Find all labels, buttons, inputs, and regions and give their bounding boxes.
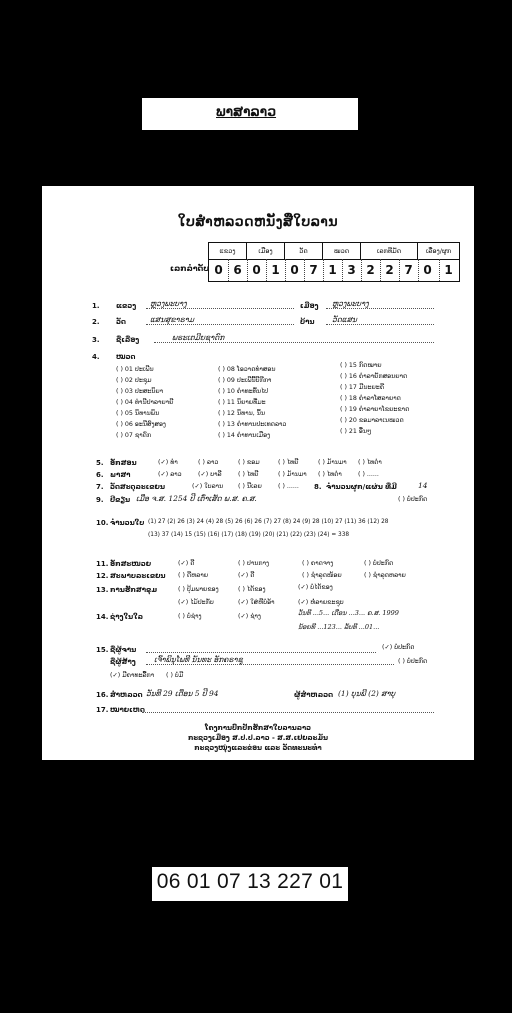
- code-digit: 1: [271, 263, 280, 277]
- code-header-temple: ວັດ: [285, 243, 323, 259]
- category-option[interactable]: ( ) 06 ອະນີສົງສອງ: [116, 421, 166, 428]
- script-option[interactable]: ( ) ມ້ານມາ: [318, 459, 347, 466]
- category-option[interactable]: ( ) 08 ໂອວາດທຳສອນ: [218, 366, 276, 373]
- script-option[interactable]: ( ) ໄທຍີ: [278, 459, 299, 466]
- preservation-option[interactable]: ( ) ປຸ້ມພາຍຂອງ: [178, 586, 219, 593]
- top-label-strip: [142, 98, 358, 130]
- temple-value: ແສນສຸຂາຣາມ: [150, 315, 195, 324]
- code-digit: 0: [214, 263, 223, 277]
- category-option[interactable]: ( ) 04 ທຳນີປາລາຍາຍີ: [116, 399, 174, 406]
- field-9-number: 9.: [96, 496, 104, 504]
- field-15-number: 15.: [96, 646, 109, 654]
- surveyor-value: (1) ບຸນພີ (2) ສາບຸ: [338, 689, 396, 698]
- category-option[interactable]: ( ) 01 ປະເພີນ: [116, 366, 154, 373]
- category-label: ໝວດ: [116, 353, 136, 361]
- preservation-option[interactable]: (✓) ບໍ່ໄດ້ຂອງ: [298, 584, 333, 591]
- code-header-province: ແຂວງ: [209, 243, 247, 259]
- material-label: ວັດສະດຸລະເຂຍນ: [110, 483, 165, 491]
- condition-option[interactable]: ( ) ຊຳລຸດໜ້ອຍ: [302, 572, 342, 579]
- footer-line-2: ກະຊວງເມືອງ ສ.ປ.ປ.ລາວ - ສ.ສ.ເຢຍລະມັນ: [188, 734, 328, 742]
- photo-label: ຊ່າງໃນໃລ: [110, 613, 144, 621]
- language-option[interactable]: ( ) ໄທຍີ: [238, 471, 259, 478]
- leaf-count-line-1: (1) 27 (2) 26 (3) 24 (4) 28 (5) 26 (6) 26 (7) 27 (8) 24 (9) 28 (10) 27 (11) 36 (12) 28: [148, 519, 389, 525]
- field-10-number: 10.: [96, 519, 109, 527]
- category-option[interactable]: ( ) 16 ຄຳລາຍັກສອນຍາດ: [340, 373, 408, 380]
- surveyor-label: ຜູ້ສຳຫລວດ: [294, 691, 334, 699]
- category-option[interactable]: ( ) 10 ຄຳທະທົ້ນໄປ: [218, 388, 269, 395]
- year-value: ເມື່ອ ຈ.ສ. 1254 ປີ ເຕົ່າເສັດ ພ.ສ. ຄ.ສ.: [136, 494, 257, 503]
- field-12-number: 12.: [96, 572, 109, 580]
- category-option[interactable]: ( ) 09 ປະເພີນີ້ບີກີກາ: [218, 377, 272, 384]
- category-option[interactable]: ( ) 19 ຄຳລາຍາໂຂຍະຂາດ: [340, 406, 410, 413]
- code-digit: 2: [385, 263, 394, 277]
- category-option[interactable]: ( ) 11 ນິຍາຍທີ່ມະ: [218, 399, 266, 406]
- field-4-number: 4.: [92, 353, 100, 361]
- code-header-category: ໝວດ: [323, 243, 361, 259]
- province-label: ແຂວງ: [116, 302, 137, 310]
- condition-option[interactable]: (✓) ດີ: [238, 572, 255, 579]
- donor-value: ເຈົ້າພິນຸໂພທີ ນັນທະ ອັກຄຣາຊຸ: [154, 655, 243, 664]
- language-option[interactable]: ( ) ......: [358, 471, 379, 478]
- field-14-number: 14.: [96, 613, 109, 621]
- code-digit: 3: [347, 263, 356, 277]
- condition-label: ສະພາບລະເຂຍນ: [110, 572, 166, 580]
- colophon-option[interactable]: ( ) ບໍ່ມີ: [166, 672, 184, 679]
- donor-unknown-option[interactable]: ( ) ບໍ່ປະກົດ: [398, 658, 428, 665]
- script-option[interactable]: ( ) ລາວ: [198, 459, 219, 466]
- survey-date-label: ສຳຫລວດ: [110, 691, 143, 699]
- code-digit: 0: [290, 263, 299, 277]
- bundle-count-value: 14: [418, 481, 428, 490]
- field-11-number: 11.: [96, 560, 109, 568]
- category-option[interactable]: ( ) 15 ກົດໝາຍ: [340, 362, 382, 369]
- writing-option[interactable]: ( ) ຄາດຈາງ: [302, 560, 334, 567]
- form-title: ໃບສຳຫລວດຫນັງສືໃບລານ: [177, 214, 339, 230]
- writing-option[interactable]: ( ) ບໍ່ປະກົດ: [364, 560, 394, 567]
- category-option[interactable]: ( ) 13 ຄຳທານປະເທດລາວ: [218, 421, 287, 428]
- language-field-label: ພາສາ: [110, 471, 131, 479]
- field-16-number: 16.: [96, 691, 109, 699]
- category-option[interactable]: ( ) 05 ນິທານພິນ: [116, 410, 160, 417]
- language-option[interactable]: ( ) ມ້ານມາ: [278, 471, 307, 478]
- field-1-number: 1.: [92, 302, 100, 310]
- field-7-number: 7.: [96, 483, 104, 491]
- title-value: ພຣະເຕມີຍຊາດົກ: [172, 333, 225, 342]
- category-option[interactable]: ( ) 12 ນິທານ, ນິ້ນ: [218, 410, 266, 417]
- category-option[interactable]: ( ) 18 ຄຳລາໂສລາຍາດ: [340, 395, 401, 402]
- material-option[interactable]: (✓) ໃບລານ: [192, 483, 224, 490]
- writing-label: ອັກສະໜວຍ: [110, 560, 152, 568]
- code-digit: 7: [404, 263, 413, 277]
- field-8-number: 8.: [314, 483, 322, 491]
- script-option[interactable]: (✓) ທຳ: [158, 459, 178, 466]
- field-13-number: 13.: [96, 586, 109, 594]
- village-value: ວັດແສນ: [332, 315, 357, 324]
- photo-date: ວັນທີ ...5... ເດືອນ ...3... ຄ.ສ. 1999: [298, 609, 399, 617]
- field-5-number: 5.: [96, 459, 104, 467]
- language-option[interactable]: ( ) ໄທດຳ: [318, 471, 342, 478]
- scribe-unknown-option[interactable]: (✓) ບໍ່ປະກົດ: [382, 644, 415, 651]
- writing-option[interactable]: (✓) ດີ: [178, 560, 195, 567]
- category-option[interactable]: ( ) 02 ປະຊຸມ: [116, 377, 152, 384]
- survey-form: [42, 186, 474, 760]
- script-option[interactable]: ( ) ຂອມ: [238, 459, 260, 466]
- preservation-option[interactable]: (✓) ໄມ້ປະກັບ: [178, 599, 214, 606]
- photo-option[interactable]: (✓) ຊ່າງ: [238, 613, 261, 620]
- colophon-option[interactable]: (✓) ມີຄາທະລື້ກາ: [110, 672, 155, 679]
- code-box: [208, 242, 460, 282]
- province-value: ຫຼວງພະບາງ: [150, 299, 187, 308]
- district-label: ເມືອງ: [300, 302, 319, 310]
- category-option[interactable]: ( ) 03 ປະສະນິຍາ: [116, 388, 164, 395]
- code-digit: 6: [233, 263, 242, 277]
- preservation-option[interactable]: (✓) ຫໍ່ລາຍຂະຊຸບ: [298, 599, 344, 606]
- remarks-label: ໝາຍເຫດ: [110, 706, 145, 714]
- village-label: ບ້ານ: [300, 318, 315, 326]
- preservation-label: ການຮັກສາຂຸມ: [110, 586, 158, 594]
- leaf-count-label: ຈຳນວນໃບ: [110, 519, 145, 527]
- code-header-district: ເມືອງ: [247, 243, 285, 259]
- script-option[interactable]: ( ) ໄທດຳ: [358, 459, 382, 466]
- script-label: ອັກສອນ: [110, 459, 137, 467]
- field-17-number: 17.: [96, 706, 109, 714]
- manuscript-code: 06 01 07 13 227 01: [156, 870, 344, 893]
- condition-option[interactable]: ( ) ດີຫລາຍ: [178, 572, 209, 579]
- footer-line-3: ກະຊວງໜຸ່ງແລະຂ່ອນ ແລະ ວັດທະນະທຳ: [194, 744, 322, 752]
- material-option[interactable]: ( ) ນີເລຍ: [238, 483, 262, 490]
- code-digit: 0: [423, 263, 432, 277]
- code-label: ເລກລຳດັບ: [170, 264, 210, 273]
- writing-option[interactable]: ( ) ປານກາງ: [238, 560, 270, 567]
- preservation-option[interactable]: (✓) ໃສ່ຫີບໍ່ອ້າ: [238, 599, 275, 606]
- code-digit: 1: [328, 263, 337, 277]
- title-label: ຊື່ເລື່ອງ: [116, 336, 140, 344]
- category-option[interactable]: ( ) 07 ຊາດົກ: [116, 432, 152, 439]
- code-digit: 0: [252, 263, 261, 277]
- language-option[interactable]: (✓) ລາວ: [158, 471, 182, 478]
- code-header-story: ເລື່ອງ/ຜູກ: [425, 247, 452, 255]
- field-3-number: 3.: [92, 336, 100, 344]
- code-digit: 1: [444, 263, 453, 277]
- category-option[interactable]: ( ) 20 ຂອມາລາເນໝວດ: [340, 417, 404, 424]
- bottom-code-strip: [152, 867, 348, 901]
- code-digit: 7: [309, 263, 318, 277]
- category-option[interactable]: ( ) 21 ອື່ນໆ: [340, 428, 372, 435]
- year-unknown-option[interactable]: ( ) ບໍ່ປະກົດ: [398, 496, 428, 503]
- language-option[interactable]: (✓) ບາລີ: [198, 471, 222, 478]
- condition-option[interactable]: ( ) ຊຳລຸດຫລາຍ: [364, 572, 406, 579]
- code-header-bundle: ເລກທີມັດ: [361, 243, 418, 259]
- field-6-number: 6.: [96, 471, 104, 479]
- language-label: ພາສາລາວ: [216, 104, 277, 120]
- footer-line-1: ໂຄງການປົກປັກຮັກສາໃບລານລາວ: [205, 724, 311, 732]
- bundle-count-label: ຈຳນວນຜູກ/ແຜ່ນ ທີ່ມີ: [326, 483, 397, 491]
- leaf-count-line-2: (13) 37 (14) 15 (15) (16) (17) (18) (19) (20) (21) (22) (23) (24) = 338: [148, 532, 350, 538]
- district-value: ຫຼວງພະບາງ: [332, 299, 369, 308]
- survey-date-value: ວັນທີ 29 ເດືອນ 5 ປີ 94: [146, 689, 219, 698]
- field-2-number: 2.: [92, 318, 100, 326]
- code-digit: 2: [366, 263, 375, 277]
- photo-roll: ນ້ອຍທີ ...123... ລັບທີ ...01...: [298, 623, 380, 631]
- donor-label: ຊື່ຜູ້ສ້າງ: [110, 658, 136, 666]
- category-option[interactable]: ( ) 14 ຄຳທານເມືອງ: [218, 432, 271, 439]
- year-label: ປີຂຽນ: [110, 496, 131, 504]
- preservation-option[interactable]: ( ) ໄດ້ຂອງ: [238, 586, 266, 593]
- category-option[interactable]: ( ) 17 ມີນະຍະຄີ: [340, 384, 385, 391]
- scribe-label: ຊື່ຜູ້ຈານ: [110, 646, 137, 654]
- photo-option[interactable]: ( ) ບໍ່ຊ່າງ: [178, 613, 202, 620]
- material-option[interactable]: ( ) ......: [278, 483, 299, 490]
- temple-label: ວັດ: [116, 318, 126, 326]
